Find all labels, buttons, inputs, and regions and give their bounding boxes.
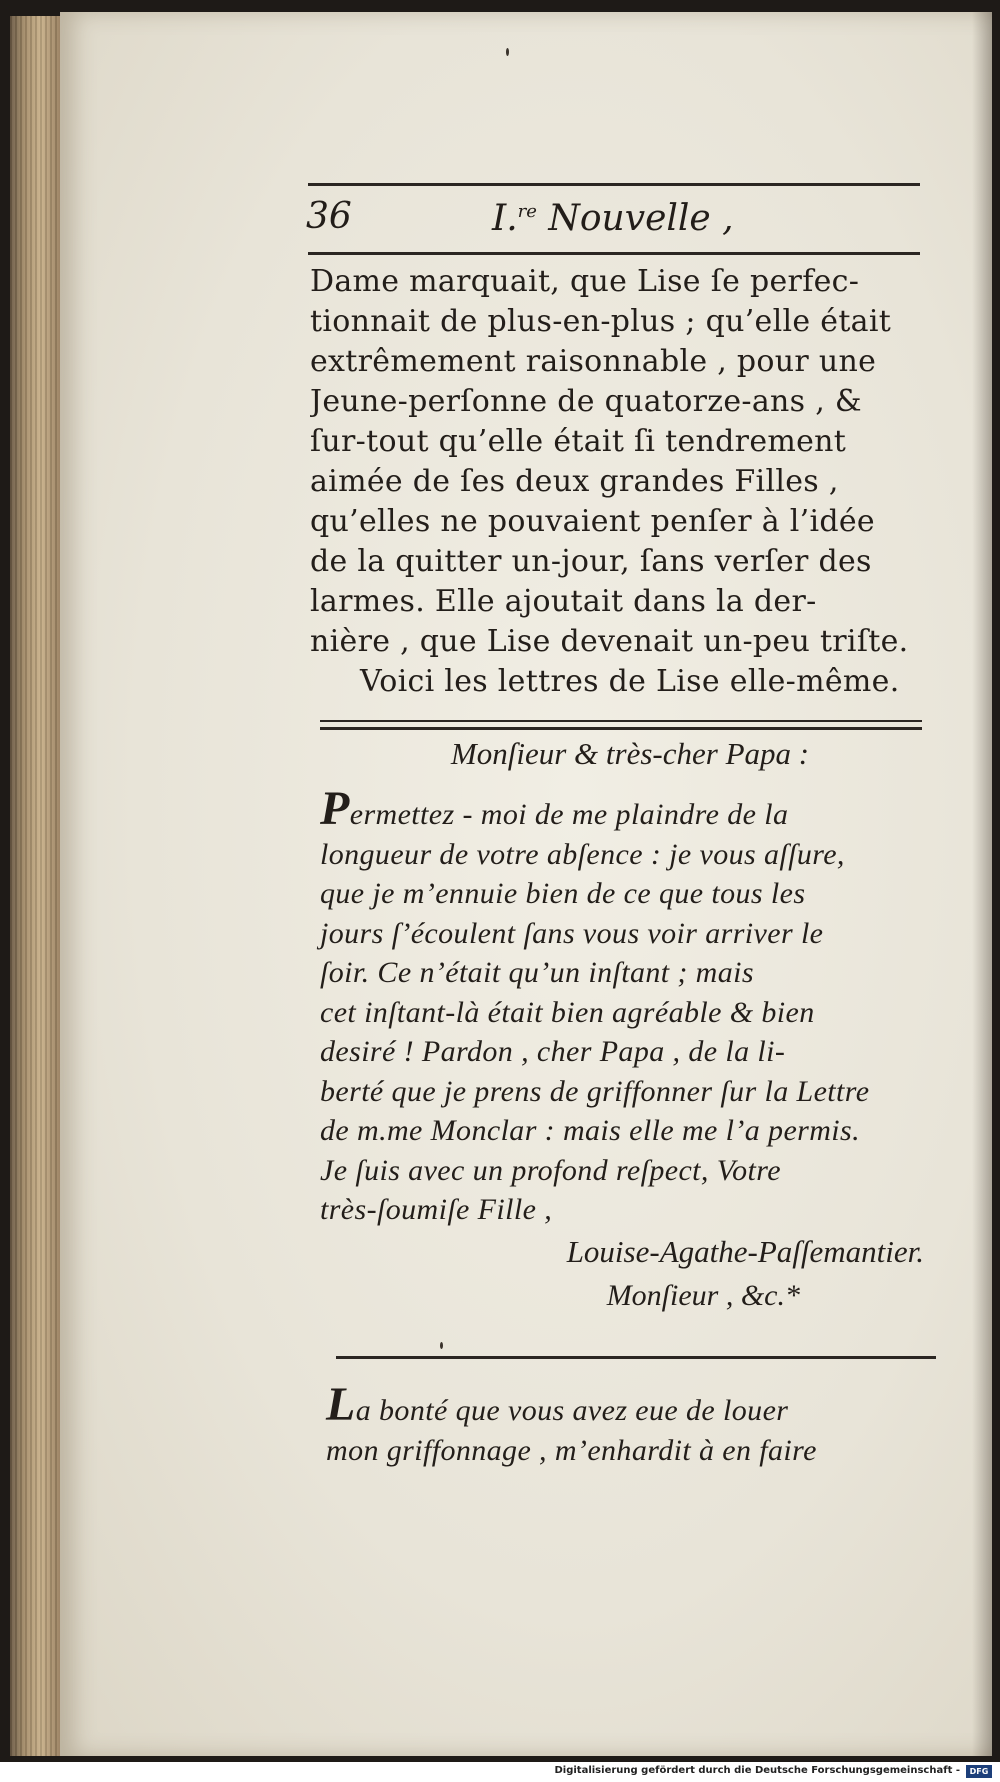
letter-line: desiré ! Pardon , cher Papa , de la li- bbox=[320, 1035, 786, 1068]
page-gutter-shadow bbox=[972, 12, 992, 1756]
running-title-superscript: re bbox=[517, 201, 537, 222]
letter-line: mon griffonnage , m’enhardit à en faire bbox=[326, 1433, 817, 1467]
running-header bbox=[306, 196, 918, 252]
letter-first-line bbox=[320, 782, 940, 835]
digitization-footer bbox=[0, 1762, 1000, 1782]
body-line: tionnait de plus-en-plus ; qu’elle était bbox=[310, 304, 892, 339]
letter-line: que je m’ennuie bien de ce que tous les bbox=[320, 877, 806, 910]
letter-line: longueur de votre abſence : je vous aſſure, bbox=[320, 837, 845, 871]
letter-line: berté que je prens de griffonner ſur la Lettre bbox=[320, 1074, 870, 1108]
body-line: Dame marquait, que Lise ſe perfec- bbox=[310, 264, 860, 299]
letter-line: Je ſuis avec un profond reſpect, Votre bbox=[320, 1153, 781, 1187]
drop-cap: L bbox=[326, 1378, 356, 1431]
body-line: aimée de ſes deux grandes Filles , bbox=[310, 464, 839, 499]
section-rule-top bbox=[320, 720, 922, 722]
ink-speck bbox=[506, 48, 509, 56]
letter-signature: Louise-Agathe-Paſſemantier. bbox=[566, 1233, 924, 1269]
letter-salutation: Monſieur & très-cher Papa : bbox=[450, 736, 810, 771]
header-bottom-rule bbox=[308, 252, 920, 255]
running-title bbox=[492, 198, 734, 239]
letter-line: jours ſ’écoulent ſans vous voir arriver le bbox=[320, 916, 824, 950]
body-paragraph bbox=[310, 262, 930, 702]
letter-line: cet inſtant-là était bien agréable & bien bbox=[320, 995, 815, 1029]
body-line: Voici les lettres de Lise elle-même. bbox=[360, 664, 900, 699]
ink-speck bbox=[440, 1342, 443, 1349]
section-rule bbox=[336, 1356, 936, 1359]
letter-second bbox=[326, 1378, 946, 1470]
letter-line: ſoir. Ce n’était qu’un inſtant ; mais bbox=[320, 956, 754, 989]
letter bbox=[320, 736, 940, 1318]
body-line: extrêmement raisonnable , pour une bbox=[310, 344, 877, 379]
running-title-numeral: I. bbox=[492, 198, 518, 239]
dfg-logo: DFG bbox=[966, 1765, 992, 1778]
letter-closing: Monſieur , &c.* bbox=[606, 1278, 800, 1312]
body-line: ſur-tout qu’elle était ſi tendrement bbox=[310, 424, 847, 459]
letter-second-first-line bbox=[326, 1378, 946, 1431]
page-number: 36 bbox=[306, 196, 352, 237]
body-line: nière , que Lise devenait un-peu triſte. bbox=[310, 624, 909, 659]
body-line: Jeune-perſonne de quatorze-ans , & bbox=[310, 384, 862, 419]
body-line: qu’elles ne pouvaient penſer à l’idée bbox=[310, 504, 875, 539]
footer-credit: Digitalisierung gefördert durch die Deutsche Forschungsgemeinschaft - bbox=[554, 1765, 960, 1776]
letter-second-first-line-text: a bonté que vous avez eue de louer bbox=[355, 1394, 789, 1427]
body-line: de la quitter un-jour, ſans verſer des bbox=[310, 544, 872, 579]
letter-line: très-ſoumiſe Fille , bbox=[320, 1193, 553, 1226]
running-title-text: Nouvelle , bbox=[536, 198, 734, 239]
section-rule-bottom bbox=[320, 727, 922, 730]
header-top-rule bbox=[308, 183, 920, 186]
letter-line: de m.me Monclar : mais elle me l’a permis. bbox=[320, 1114, 861, 1147]
body-line: larmes. Elle ajoutait dans la der- bbox=[310, 584, 817, 619]
letter-first-line-text: ermettez - moi de me plaindre de la bbox=[349, 798, 789, 831]
drop-cap: P bbox=[320, 782, 350, 835]
